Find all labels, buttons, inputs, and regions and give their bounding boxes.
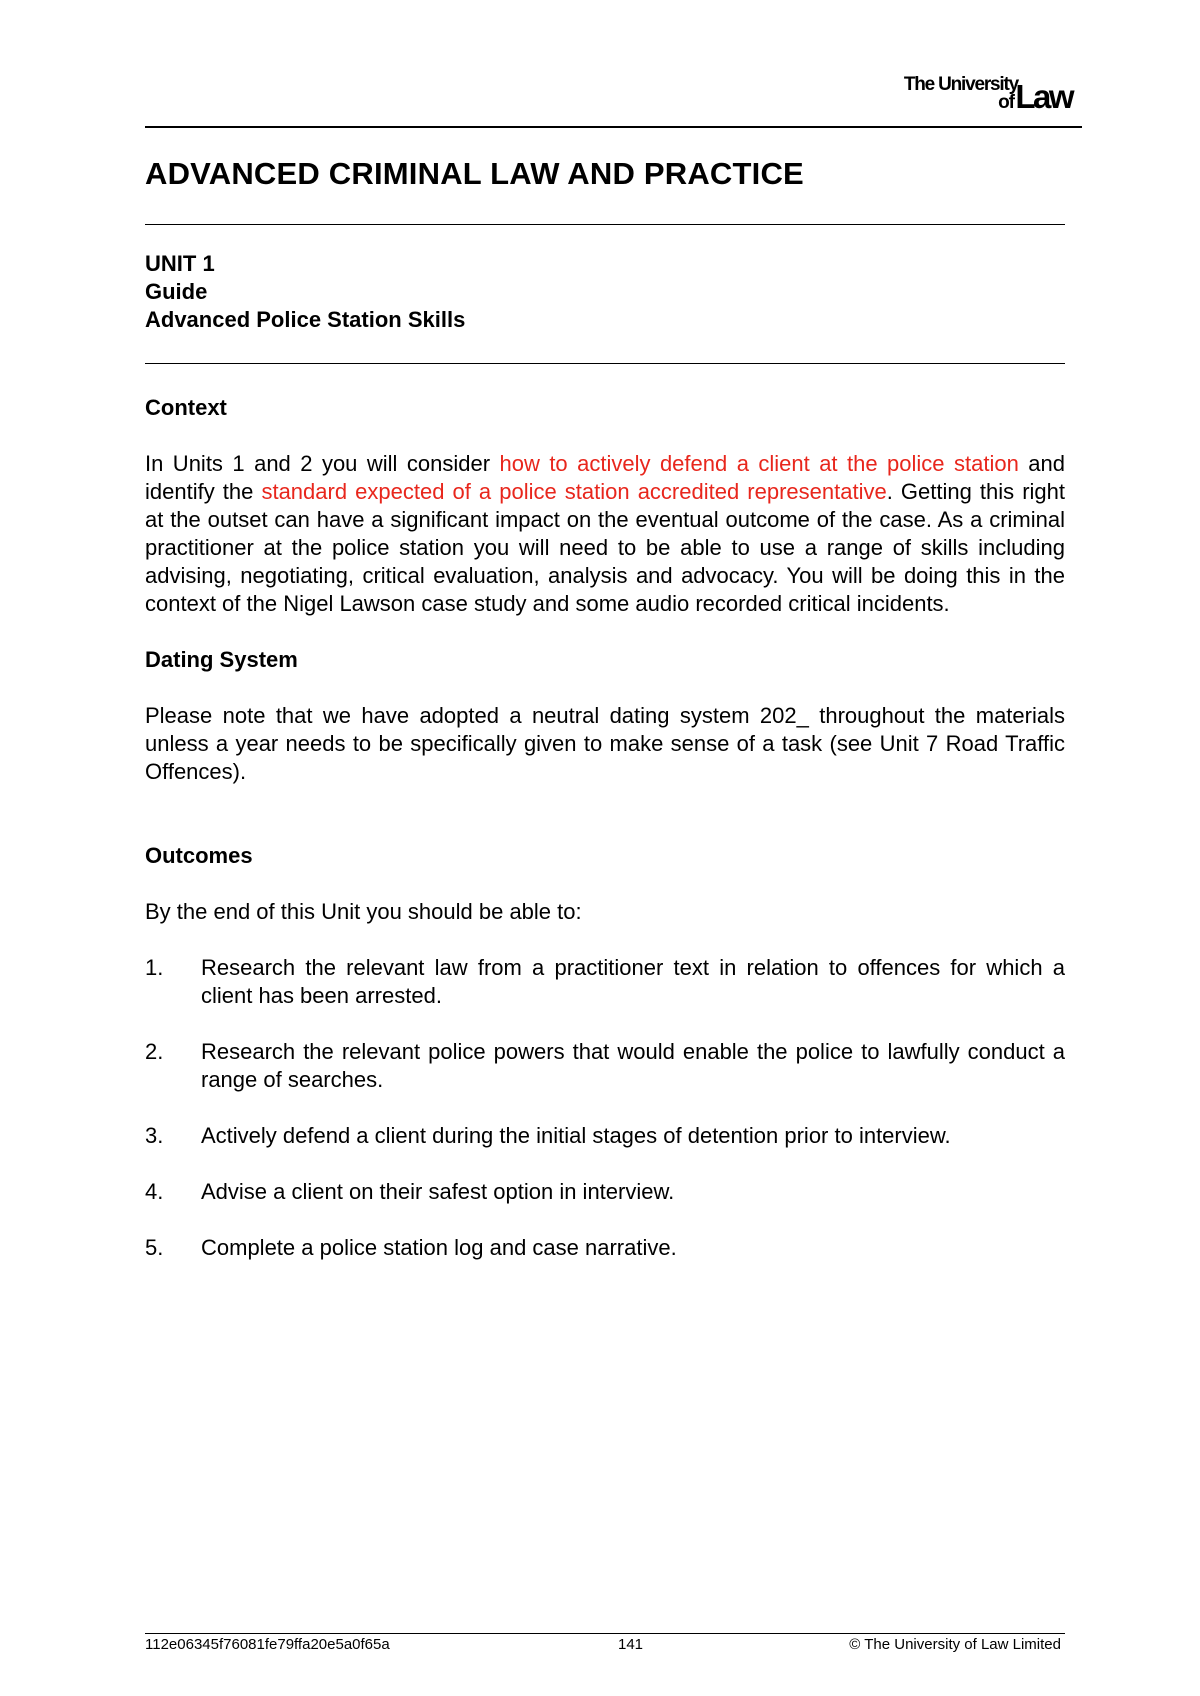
list-item-number: 5.	[145, 1235, 164, 1260]
context-text-2: and identify the	[145, 451, 1065, 504]
dating-heading: Dating System	[145, 647, 298, 672]
context-highlight-1: how to actively defend a client at the police station	[499, 451, 1019, 476]
unit-subtitle: Advanced Police Station Skills	[145, 307, 466, 332]
context-text-1: In Units 1 and 2 you will consider	[145, 451, 500, 476]
footer-divider	[145, 1633, 1065, 1634]
guide-label: Guide	[145, 279, 208, 304]
list-item-number: 1.	[145, 955, 164, 980]
footer-document-id: 112e06345f76081fe79ffa20e5a0f65a	[145, 1636, 390, 1653]
context-heading: Context	[145, 395, 227, 420]
document-body	[145, 394, 1065, 1290]
list-item-number: 3.	[145, 1123, 164, 1148]
page-footer	[145, 1636, 1065, 1658]
list-item-number: 2.	[145, 1039, 164, 1064]
list-item-text: Complete a police station log and case narrative.	[201, 1235, 677, 1260]
list-item	[145, 1122, 1065, 1150]
logo-text-of: of	[998, 92, 1014, 113]
logo-text-the-university: The University	[903, 74, 1018, 95]
outcomes-list	[145, 954, 1065, 1262]
context-text-3: . Getting this right at the outset can have a significant impact on the eventual outcome of the case. As a criminal practitioner at the police station you will need to be able to use a range of skills including advising, negotiating, critical evaluation, analysis and advocacy. You will be doing this in the context of the Nigel Lawson case study and some audio recorded critical incidents.	[145, 479, 1065, 616]
title-divider	[145, 224, 1065, 225]
dating-paragraph: Please note that we have adopted a neutral dating system 202_ throughout the materials unless a year needs to be specifically given to make sense of a task (see Unit 7 Road Traffic Offences).	[145, 703, 1065, 784]
unit-label: UNIT 1	[145, 251, 215, 276]
header-divider	[145, 126, 1082, 128]
context-highlight-2: standard expected of a police station accredited representative	[261, 479, 887, 504]
list-item	[145, 1038, 1065, 1094]
list-item	[145, 1178, 1065, 1206]
list-item-text: Advise a client on their safest option in interview.	[201, 1179, 675, 1204]
footer-page-number: 141	[618, 1636, 644, 1653]
university-logo	[868, 70, 1072, 114]
outcomes-heading: Outcomes	[145, 843, 253, 868]
list-item	[145, 1234, 1065, 1262]
list-item-text: Research the relevant police powers that would enable the police to lawfully conduct a range of searches.	[201, 1039, 1065, 1092]
list-item-text: Actively defend a client during the initial stages of detention prior to interview.	[201, 1123, 951, 1148]
unit-divider	[145, 363, 1065, 364]
logo-text-law: Law	[1015, 78, 1072, 115]
list-item	[145, 954, 1065, 1010]
context-paragraph	[145, 450, 1065, 618]
list-item-number: 4.	[145, 1179, 164, 1204]
document-title: ADVANCED CRIMINAL LAW AND PRACTICE	[145, 156, 804, 191]
list-item-text: Research the relevant law from a practitioner text in relation to offences for which a client has been arrested.	[201, 955, 1065, 1008]
unit-heading-block	[145, 250, 465, 334]
footer-copyright: © The University of Law Limited	[849, 1636, 1061, 1653]
outcomes-intro: By the end of this Unit you should be able to:	[145, 899, 582, 924]
